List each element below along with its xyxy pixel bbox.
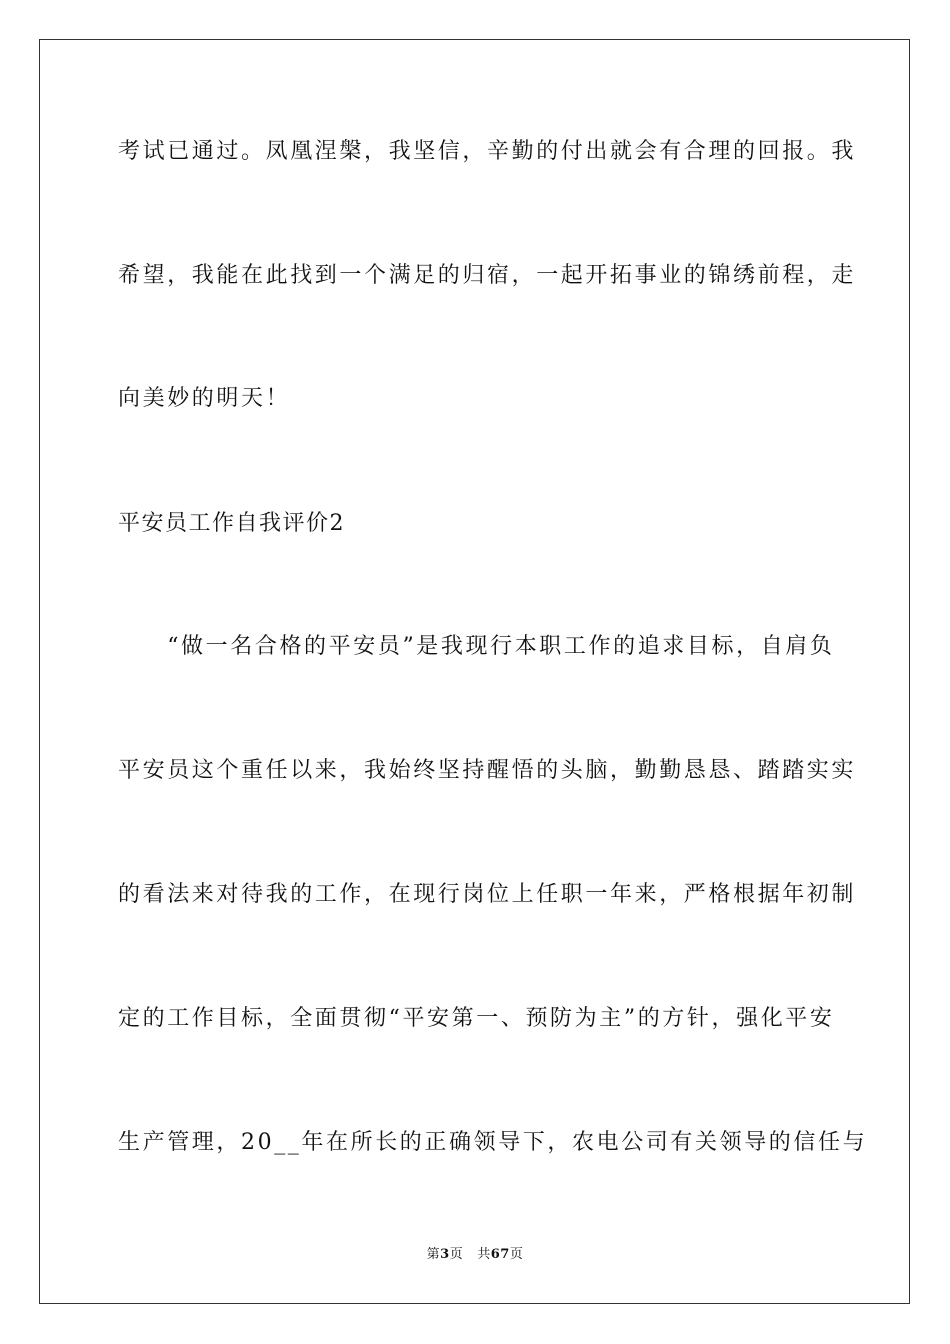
page-border [39, 39, 910, 1304]
paragraph-line-5: 生产管理，20__年在所长的正确领导下，农电公司有关领导的信任与 [118, 1130, 868, 1155]
page-prefix: 第 [426, 1247, 441, 1262]
total-prefix: 共 [477, 1247, 491, 1262]
text-line-1: 考试已通过。凤凰涅槃，我坚信，辛勤的付出就会有合理的回报。我 [118, 139, 857, 164]
text-line-3: 向美妙的明天！ [118, 386, 291, 411]
paragraph-line-1: “做一名合格的平安员”是我现行本职工作的追求目标，自肩负 [118, 634, 835, 659]
total-pages: 67 [490, 1247, 510, 1262]
page-suffix: 页 [449, 1247, 464, 1262]
paragraph-line-4: 定的工作目标，全面贯彻“平安第一、预防为主”的方针，强化平安 [118, 1006, 835, 1031]
paragraph-line-3: 的看法来对待我的工作，在现行岗位上任职一年来，严格根据年初制 [118, 882, 857, 907]
section-title: 平安员工作自我评价2 [118, 511, 345, 536]
paragraph-line-2: 平安员这个重任以来，我始终坚持醒悟的头脑，勤勤恳恳、踏踏实实 [118, 758, 857, 783]
page-footer [0, 1246, 950, 1264]
text-line-2: 希望，我能在此找到一个满足的归宿，一起开拓事业的锦绣前程，走 [118, 263, 857, 288]
total-suffix: 页 [509, 1247, 524, 1262]
page-number: 3 [440, 1247, 450, 1262]
